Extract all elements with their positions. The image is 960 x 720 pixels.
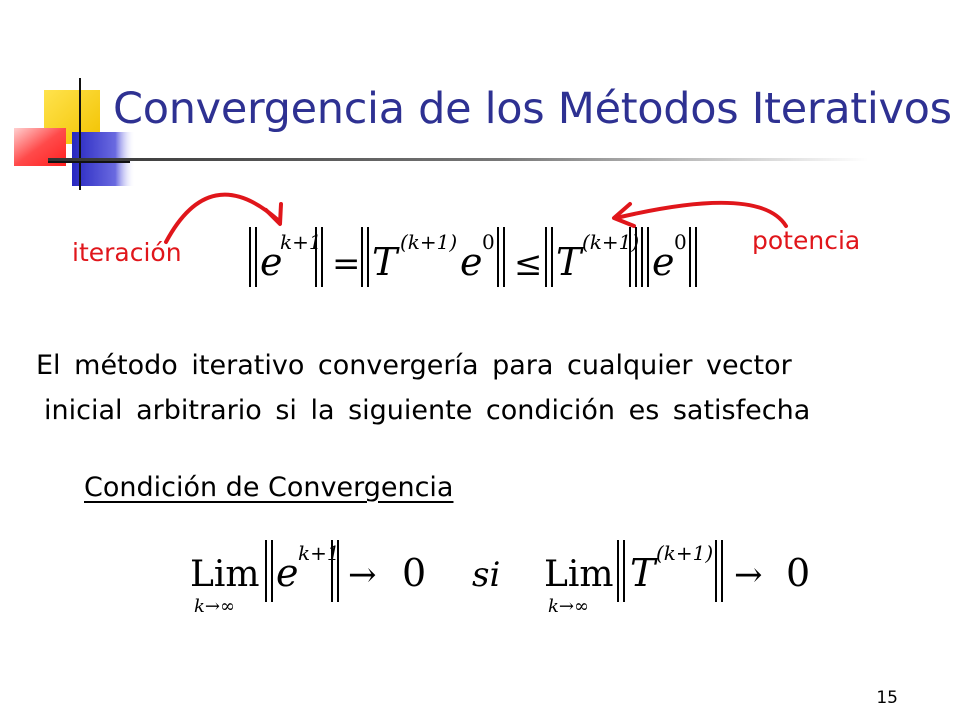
math-e: e (652, 240, 675, 284)
math-sup: k+1 (298, 541, 340, 565)
label-potencia: potencia (752, 226, 861, 255)
math-T: T (630, 551, 656, 595)
math-T: T (556, 240, 582, 284)
math-sup: (k+1) (400, 230, 458, 254)
title-underline-divider (48, 158, 868, 161)
math-sup: 0 (674, 230, 687, 254)
math-leq: ≤ (514, 244, 543, 284)
page-number: 15 (876, 688, 898, 708)
math-e: e (260, 240, 283, 284)
math-e: e (276, 551, 299, 595)
math-lim-sub: k→∞ (548, 596, 589, 617)
math-arrow: → (734, 555, 763, 595)
paragraph-line-1: El método iterativo convergería para cualquier vector (36, 350, 792, 381)
math-sup: (k+1) (582, 230, 640, 254)
math-sup: (k+1) (656, 541, 714, 565)
math-zero: 0 (402, 551, 427, 595)
math-arrow: → (348, 555, 377, 595)
math-equals: = (332, 244, 361, 284)
math-si: si (472, 555, 501, 595)
slide-title: Convergencia de los Métodos Iterativos (113, 84, 952, 134)
math-sup: k+1 (280, 230, 322, 254)
condition-heading: Condición de Convergencia (84, 472, 454, 503)
math-sup: 0 (482, 230, 495, 254)
label-iteracion: iteración (72, 238, 182, 267)
math-lim: Lim (190, 554, 260, 595)
math-e: e (460, 240, 483, 284)
paragraph-line-2: inicial arbitrario si la siguiente condición es satisfecha (44, 395, 811, 426)
equation-convergence-condition (180, 530, 820, 620)
equation-error-bound (240, 215, 700, 295)
math-zero: 0 (786, 551, 811, 595)
math-lim: Lim (544, 554, 614, 595)
math-lim-sub: k→∞ (194, 596, 235, 617)
math-T: T (372, 240, 398, 284)
